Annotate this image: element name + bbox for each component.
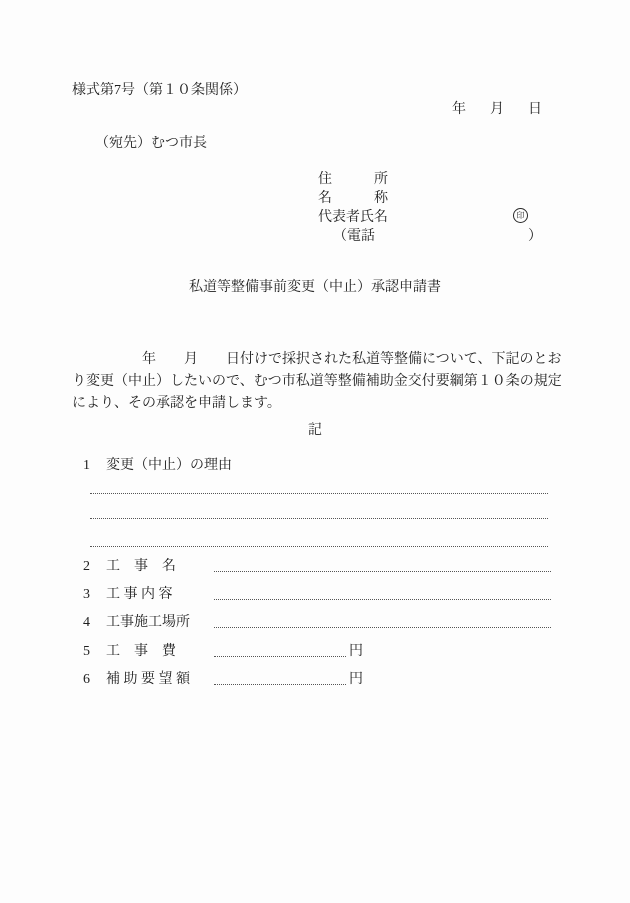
body-line: り変更（中止）したいので、むつ市私道等整備補助金交付要綱第１０条の規定 [72,374,562,389]
date-line [452,102,542,117]
item-row-reason [83,456,232,473]
item-label: 工 事 名 [106,559,176,574]
item-label: 変更（中止）の理由 [106,458,232,473]
applicant-name-label: 名 称 [318,191,388,206]
reason-fill-line [90,481,548,494]
item-row-construction-name [83,557,554,574]
form-number: 様式第7号（第１０条関係） [72,83,247,98]
seal-icon: 印 [513,208,528,223]
body-paragraph [72,349,562,415]
applicant-representative-label: 代表者氏名 [318,210,388,225]
reason-fill-line [90,506,548,519]
item-number: 5 [83,644,90,659]
item-label: 工 事 費 [106,644,176,659]
fill-in-leader [214,595,551,600]
fill-in-leader [214,652,346,657]
item-number: 6 [83,672,90,687]
item-number: 4 [83,615,90,630]
body-line: により、その承認を申請します。 [72,396,281,411]
date-year-label: 年 [452,102,466,117]
item-number: 2 [83,559,90,574]
date-month-label: 月 [490,102,504,117]
document-title: 私道等整備事前変更（中止）承認申請書 [189,280,441,295]
section-marker: 記 [308,423,322,438]
unit-label: 円 [349,672,363,687]
item-row-construction-cost [83,642,363,659]
date-day-label: 日 [528,102,542,117]
item-label: 工 事 内 容 [106,587,173,602]
item-label: 補 助 要 望 額 [106,672,190,687]
unit-label: 円 [349,644,363,659]
item-row-construction-site [83,613,554,630]
phone-close-paren: ） [528,229,542,244]
fill-in-leader [214,623,551,628]
applicant-address-label: 住 所 [318,172,388,187]
item-number: 3 [83,587,90,602]
item-label: 工事施工場所 [106,615,190,630]
fill-in-leader [214,680,346,685]
item-row-subsidy-request [83,670,363,687]
reason-fill-line [90,534,548,547]
phone-label: （電話 [333,229,375,244]
item-row-construction-detail [83,585,554,602]
fill-in-leader [214,567,551,572]
body-line: 年 月 日付けで採択された私道等整備について、下記のとお [72,352,562,367]
addressee: （宛先）むつ市長 [95,136,207,151]
item-number: 1 [83,458,90,473]
